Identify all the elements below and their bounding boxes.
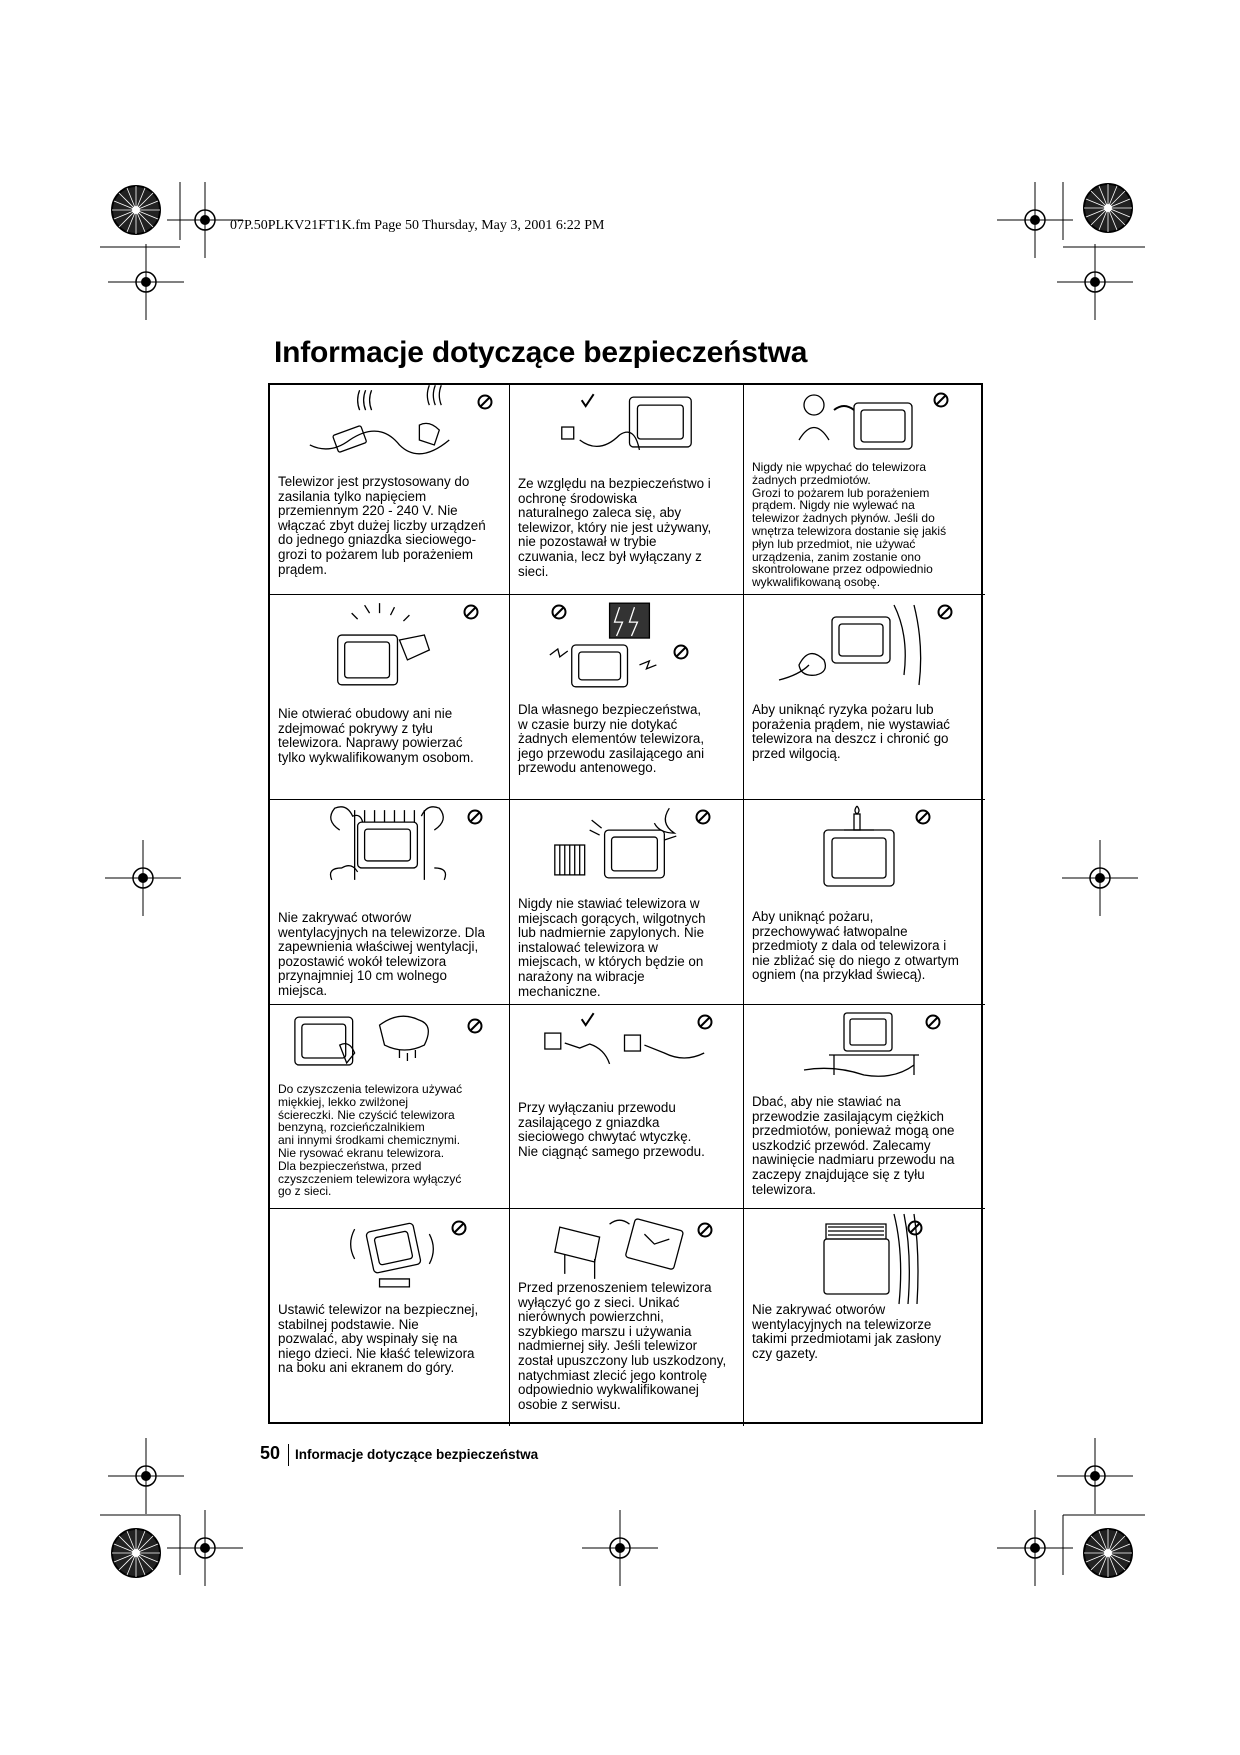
prohibited-icon [906, 1219, 924, 1237]
safety-cell-objects [744, 385, 985, 595]
safety-cell-power [270, 385, 510, 595]
prohibited-icon [476, 393, 494, 411]
prohibited-icon [936, 603, 954, 621]
prohibited-icon [696, 1013, 714, 1031]
prohibited-icon [462, 603, 480, 621]
prohibited-icon [696, 1221, 714, 1239]
safety-cell-heat [510, 800, 744, 1005]
prohibited-icon [932, 391, 950, 409]
safety-cell-fire [744, 800, 985, 1005]
safety-grid [268, 383, 983, 1424]
safety-text: Aby uniknąć pożaru, przechowywać łatwopalne przedmioty z dala od telewizora i nie zbliżać się do niego z otwartym ogniem (na przykład świecą). [752, 909, 959, 983]
safety-cell-standby [510, 385, 744, 595]
prohibited-icon [914, 808, 932, 826]
prohibited-icon [924, 1013, 942, 1031]
safety-text: Nie otwierać obudowy ani nie zdejmować pokrywy z tyłu telewizora. Naprawy powierzać tylko wykwalifikowanym osobom. [278, 706, 474, 765]
safety-cell-ventilation [270, 800, 510, 1005]
safety-text: Nie zakrywać otworów wentylacyjnych na telewizorze takimi przedmiotami jak zasłony czy gazety. [752, 1302, 942, 1361]
safety-cell-cabinet [270, 595, 510, 800]
safety-cell-cover [744, 1209, 985, 1426]
safety-cell-moving [510, 1209, 744, 1426]
tv-unplugged-illustration [510, 385, 743, 485]
covered-tv-illustration [744, 1209, 985, 1309]
safety-text: Aby uniknąć ryzyka pożaru lub porażenia prądem, nie wystawiać telewizora na deszcz i chronić go przed wilgocią. [752, 702, 950, 761]
safety-cell-stability [270, 1209, 510, 1426]
prohibited-icon [466, 808, 484, 826]
safety-text: Dbać, aby nie stawiać na przewodzie zasilającym ciężkich przedmiotów, ponieważ mogą one uszkodzić przewód. Zalecamy nawinięcie nadmiaru przewodu na zaczepy znajdujące się z tyłu telewizora. [752, 1094, 955, 1197]
safety-text: Telewizor jest przystosowany do zasilania tylko napięciem przemiennym 220 - 240 V. Nie włączać zbyt dużej liczby urządzeń do jednego gniazdka sieciowego- grozi to pożarem lub porażeniem prądem. [278, 474, 486, 577]
prohibited-icon [466, 1017, 484, 1035]
safety-text: Przed przenoszeniem telewizora wyłączyć go z sieci. Unikać nierównych powierzchni, szybkiego marszu i używania nadmiernej siły. Jeśli telewizor został upuszczony lub uszkodzony, natychmiast zlecić jego kontrolę odpowiednio wykwalifikowanej osobie z serwisu. [518, 1280, 727, 1412]
safety-cell-moisture [744, 595, 985, 800]
safety-cell-cleaning [270, 1005, 510, 1209]
file-header-line: 07P.50PLKV21FT1K.fm Page 50 Thursday, May 3, 2001 6:22 PM [230, 218, 605, 233]
page-number: 50 [260, 1443, 281, 1463]
safety-text: Przy wyłączaniu przewodu zasilającego z gniazdka sieciowego chwytać wtyczkę. Nie ciągnąć samego przewodu. [518, 1100, 705, 1159]
prohibited-icon [550, 603, 568, 621]
power-strip-illustration [270, 385, 509, 485]
page-title: Informacje dotyczące bezpieczeństwa [274, 336, 808, 369]
prohibited-icon [672, 643, 690, 661]
safety-text: Ustawić telewizor na bezpiecznej, stabilnej podstawie. Nie pozwalać, aby wspinały się na niego dzieci. Nie kłaść telewizora na boku ani ekranem do góry. [278, 1302, 479, 1376]
footer-section-title: Informacje dotyczące bezpieczeństwa [295, 1447, 539, 1462]
prohibited-icon [450, 1219, 468, 1237]
cord-under-stand-illustration [744, 1005, 985, 1105]
safety-text: Ze względu na bezpieczeństwo i ochronę środowiska naturalnego zaleca się, aby telewizor, który nie jest używany, nie pozostawał w trybie czuwania, lecz był wyłączany z sieci. [518, 476, 712, 579]
safety-text: Do czyszczenia telewizora używać miękkiej, lekko zwilżonej ściereczki. Nie czyścić telewizora benzyną, rozcieńczalnikiem ani innymi środkami chemicznymi. Nie rysować ekranu telewizora. Dla bezpieczeństwa, przed czyszczeniem telewizora wyłączyć go z sieci. [278, 1082, 463, 1199]
safety-cell-cord [744, 1005, 985, 1209]
safety-text: Nie zakrywać otworów wentylacyjnych na telewizorze. Dla zapewnienia właściwej wentylacji, pozostawić wokół telewizora przynajmniej 10 cm wolnego miejsca. [278, 910, 485, 998]
safety-cell-storm [510, 595, 744, 800]
safety-text: Nigdy nie wpychać do telewizora żadnych przedmiotów. Grozi to pożarem lub porażeniem prądem. Nigdy nie wylewać na telewizor żadnych płynów. Jeśli do wnętrza telewizora dostanie się jakiś płyn lub przedmiot, nie używać urządzenia, zanim zostanie ono skontrolowane przez odpowiednio wykwalifikowaną osobę. [752, 460, 947, 590]
safety-text: Nigdy nie stawiać telewizora w miejscach gorących, wilgotnych lub nadmiernie zapylonych. Nie instalować telewizora w miejscach, w których będzie on narażony na wibracje mechaniczne. [518, 896, 706, 999]
unstable-tv-illustration [270, 1209, 509, 1309]
prohibited-icon [694, 808, 712, 826]
safety-cell-unplug [510, 1005, 744, 1209]
candle-illustration [744, 800, 985, 900]
storm-illustration [510, 595, 743, 695]
safety-text: Dla własnego bezpieczeństwa, w czasie burzy nie dotykać żadnych elementów telewizora, jego przewodu zasilającego ani przewodu antenowego. [518, 702, 705, 776]
footer-divider [288, 1444, 289, 1466]
